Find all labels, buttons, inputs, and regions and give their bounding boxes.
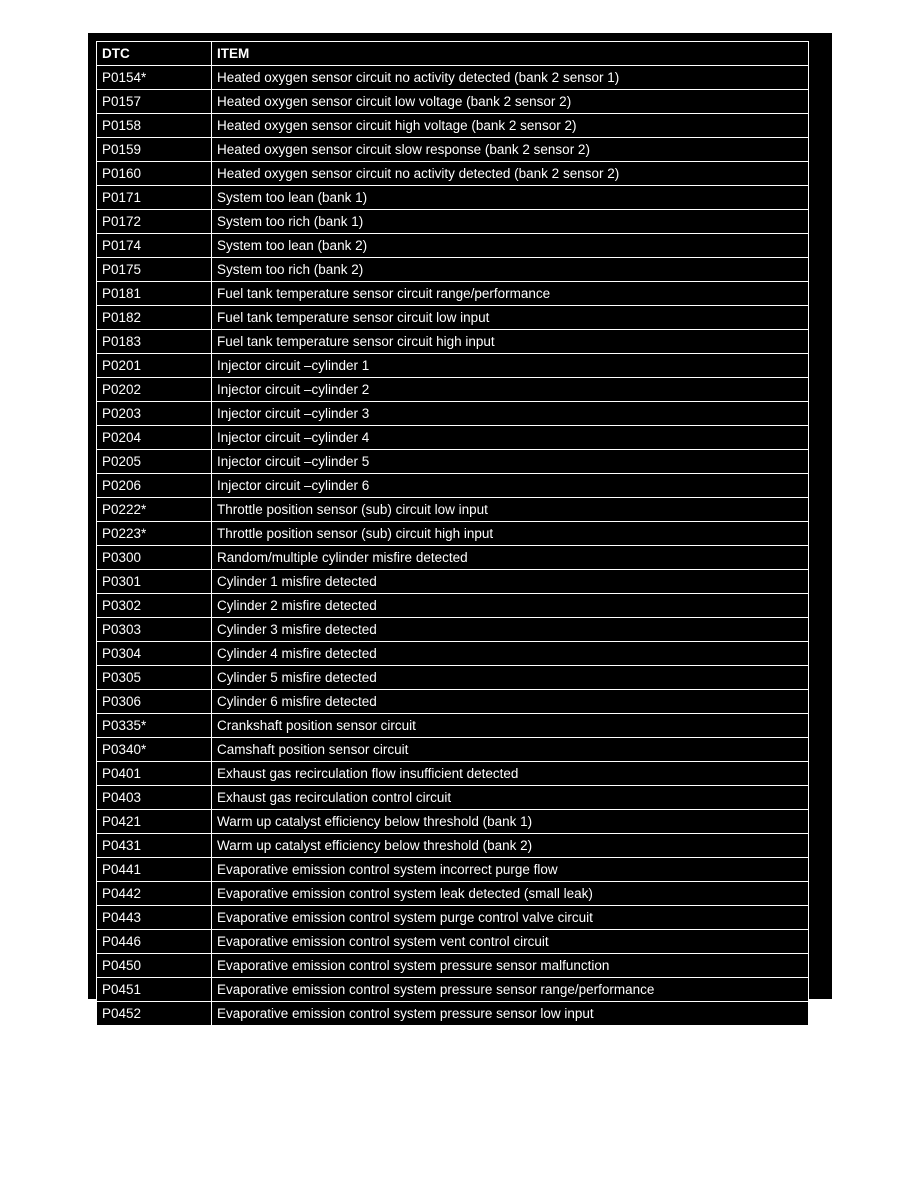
table-row: [97, 258, 809, 282]
dtc-code-cell: P0175: [97, 258, 212, 282]
table-row: [97, 714, 809, 738]
dtc-item-cell: Fuel tank temperature sensor circuit high input: [212, 330, 809, 354]
dtc-item-cell: Cylinder 5 misfire detected: [212, 666, 809, 690]
table-row: [97, 186, 809, 210]
dtc-item-cell: Camshaft position sensor circuit: [212, 738, 809, 762]
table-row: [97, 690, 809, 714]
dtc-code-cell: P0443: [97, 906, 212, 930]
dtc-item-cell: System too rich (bank 2): [212, 258, 809, 282]
dtc-item-cell: Throttle position sensor (sub) circuit low input: [212, 498, 809, 522]
dtc-table-body: [97, 66, 809, 1026]
table-row: [97, 618, 809, 642]
table-row: [97, 498, 809, 522]
dtc-code-cell: P0183: [97, 330, 212, 354]
dtc-item-cell: Heated oxygen sensor circuit no activity detected (bank 2 sensor 2): [212, 162, 809, 186]
header-row: [97, 42, 809, 66]
table-row: [97, 642, 809, 666]
table-row: [97, 162, 809, 186]
dtc-item-cell: Injector circuit –cylinder 5: [212, 450, 809, 474]
dtc-item-cell: Evaporative emission control system leak detected (small leak): [212, 882, 809, 906]
dtc-item-cell: System too rich (bank 1): [212, 210, 809, 234]
table-row: [97, 90, 809, 114]
dtc-item-cell: Exhaust gas recirculation flow insufficient detected: [212, 762, 809, 786]
dtc-code-cell: P0403: [97, 786, 212, 810]
table-row: [97, 786, 809, 810]
table-row: [97, 954, 809, 978]
dtc-item-cell: Random/multiple cylinder misfire detected: [212, 546, 809, 570]
table-row: [97, 66, 809, 90]
dtc-item-cell: Cylinder 4 misfire detected: [212, 642, 809, 666]
table-row: [97, 930, 809, 954]
dtc-item-cell: Evaporative emission control system purge control valve circuit: [212, 906, 809, 930]
dtc-item-cell: Warm up catalyst efficiency below threshold (bank 1): [212, 810, 809, 834]
dtc-code-cell: P0335*: [97, 714, 212, 738]
dtc-item-cell: Evaporative emission control system vent control circuit: [212, 930, 809, 954]
dtc-item-cell: Evaporative emission control system incorrect purge flow: [212, 858, 809, 882]
dtc-code-cell: P0174: [97, 234, 212, 258]
dtc-item-cell: Fuel tank temperature sensor circuit range/performance: [212, 282, 809, 306]
table-row: [97, 354, 809, 378]
dtc-item-cell: Cylinder 2 misfire detected: [212, 594, 809, 618]
table-row: [97, 282, 809, 306]
dtc-code-cell: P0157: [97, 90, 212, 114]
table-row: [97, 114, 809, 138]
dtc-item-cell: Evaporative emission control system pressure sensor malfunction: [212, 954, 809, 978]
table-row: [97, 666, 809, 690]
table-row: [97, 474, 809, 498]
dtc-code-cell: P0442: [97, 882, 212, 906]
dtc-item-cell: Heated oxygen sensor circuit slow response (bank 2 sensor 2): [212, 138, 809, 162]
dtc-code-cell: P0172: [97, 210, 212, 234]
dtc-code-cell: P0203: [97, 402, 212, 426]
dtc-item-cell: Injector circuit –cylinder 2: [212, 378, 809, 402]
table-row: [97, 906, 809, 930]
table-row: [97, 810, 809, 834]
dtc-item-cell: Injector circuit –cylinder 6: [212, 474, 809, 498]
dtc-item-cell: Heated oxygen sensor circuit no activity detected (bank 2 sensor 1): [212, 66, 809, 90]
table-row: [97, 882, 809, 906]
dtc-item-cell: Cylinder 6 misfire detected: [212, 690, 809, 714]
dtc-item-cell: System too lean (bank 1): [212, 186, 809, 210]
dtc-code-cell: P0223*: [97, 522, 212, 546]
dtc-code-cell: P0154*: [97, 66, 212, 90]
dtc-code-cell: P0340*: [97, 738, 212, 762]
dtc-code-cell: P0441: [97, 858, 212, 882]
dtc-item-cell: Throttle position sensor (sub) circuit high input: [212, 522, 809, 546]
dtc-code-cell: P0446: [97, 930, 212, 954]
table-row: [97, 1002, 809, 1026]
dtc-code-cell: P0159: [97, 138, 212, 162]
dtc-table-panel: [88, 33, 832, 1021]
table-row: [97, 834, 809, 858]
dtc-code-cell: P0171: [97, 186, 212, 210]
dtc-item-cell: Heated oxygen sensor circuit high voltage (bank 2 sensor 2): [212, 114, 809, 138]
dtc-code-cell: P0205: [97, 450, 212, 474]
table-row: [97, 594, 809, 618]
dtc-code-cell: P0305: [97, 666, 212, 690]
table-row: [97, 330, 809, 354]
dtc-code-cell: P0421: [97, 810, 212, 834]
dtc-code-cell: P0452: [97, 1002, 212, 1026]
dtc-code-cell: P0160: [97, 162, 212, 186]
dtc-code-cell: P0181: [97, 282, 212, 306]
table-row: [97, 306, 809, 330]
dtc-code-cell: P0301: [97, 570, 212, 594]
dtc-item-cell: Heated oxygen sensor circuit low voltage (bank 2 sensor 2): [212, 90, 809, 114]
table-row: [97, 570, 809, 594]
item-column-header: ITEM: [212, 42, 809, 66]
table-row: [97, 858, 809, 882]
dtc-item-cell: System too lean (bank 2): [212, 234, 809, 258]
dtc-item-cell: Injector circuit –cylinder 1: [212, 354, 809, 378]
table-row: [97, 522, 809, 546]
dtc-item-cell: Cylinder 3 misfire detected: [212, 618, 809, 642]
table-row: [97, 138, 809, 162]
dtc-code-cell: P0304: [97, 642, 212, 666]
table-row: [97, 234, 809, 258]
dtc-item-cell: Evaporative emission control system pressure sensor low input: [212, 1002, 809, 1026]
dtc-code-cell: P0401: [97, 762, 212, 786]
table-row: [97, 738, 809, 762]
dtc-column-header: DTC: [97, 42, 212, 66]
dtc-code-cell: P0206: [97, 474, 212, 498]
dtc-item-cell: Evaporative emission control system pressure sensor range/performance: [212, 978, 809, 1002]
table-row: [97, 210, 809, 234]
dtc-code-cell: P0202: [97, 378, 212, 402]
table-row: [97, 762, 809, 786]
dtc-item-cell: Warm up catalyst efficiency below threshold (bank 2): [212, 834, 809, 858]
dtc-code-cell: P0431: [97, 834, 212, 858]
table-row: [97, 546, 809, 570]
dtc-item-cell: Exhaust gas recirculation control circuit: [212, 786, 809, 810]
dtc-item-cell: Cylinder 1 misfire detected: [212, 570, 809, 594]
dtc-table: [96, 41, 809, 1026]
dtc-code-cell: P0182: [97, 306, 212, 330]
dtc-code-cell: P0222*: [97, 498, 212, 522]
dtc-code-cell: P0158: [97, 114, 212, 138]
table-row: [97, 450, 809, 474]
dtc-code-cell: P0300: [97, 546, 212, 570]
dtc-item-cell: Injector circuit –cylinder 3: [212, 402, 809, 426]
dtc-item-cell: Injector circuit –cylinder 4: [212, 426, 809, 450]
dtc-item-cell: Crankshaft position sensor circuit: [212, 714, 809, 738]
table-row: [97, 402, 809, 426]
dtc-code-cell: P0204: [97, 426, 212, 450]
dtc-item-cell: Fuel tank temperature sensor circuit low input: [212, 306, 809, 330]
dtc-code-cell: P0450: [97, 954, 212, 978]
table-row: [97, 426, 809, 450]
dtc-code-cell: P0303: [97, 618, 212, 642]
dtc-table-header: [97, 42, 809, 66]
table-row: [97, 378, 809, 402]
dtc-code-cell: P0451: [97, 978, 212, 1002]
dtc-code-cell: P0302: [97, 594, 212, 618]
table-row: [97, 978, 809, 1002]
dtc-code-cell: P0201: [97, 354, 212, 378]
dtc-code-cell: P0306: [97, 690, 212, 714]
